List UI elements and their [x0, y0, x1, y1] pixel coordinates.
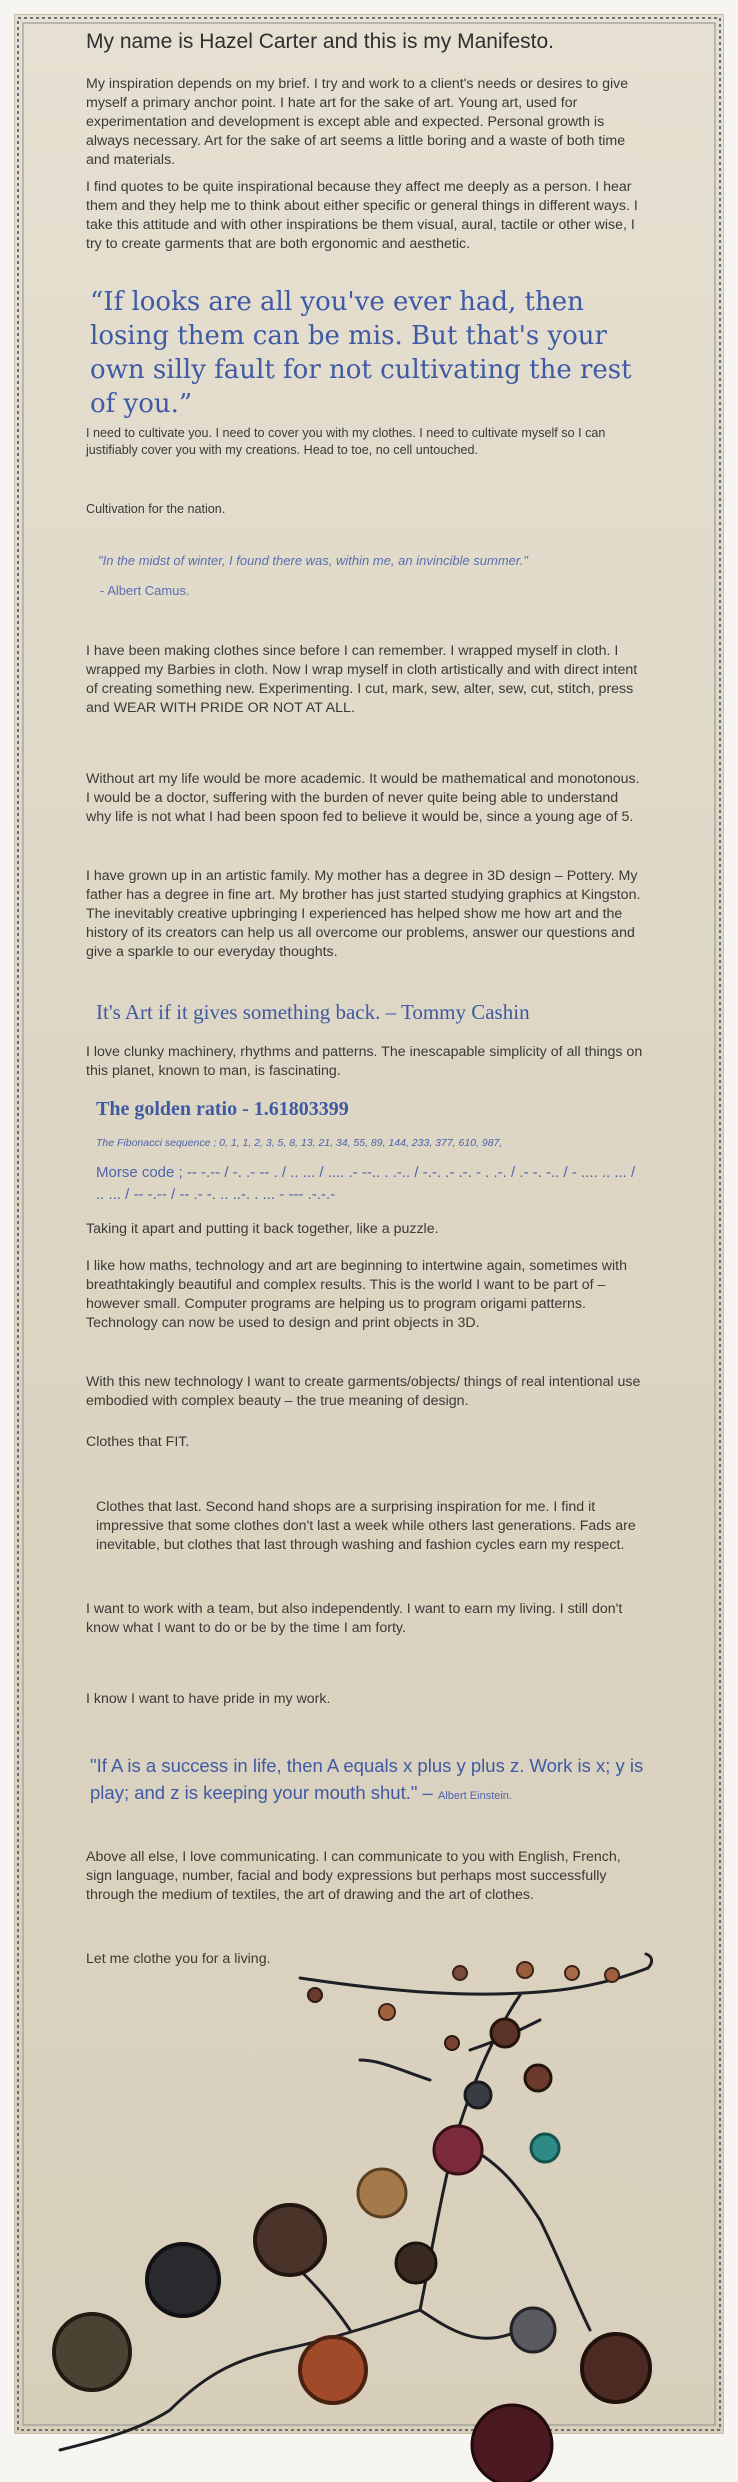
paragraph-nation: Cultivation for the nation.	[86, 502, 226, 516]
quote-einstein	[90, 1752, 660, 1810]
paragraph-pride: I know I want to have pride in my work.	[86, 1691, 331, 1707]
paragraph-new-technology: With this new technology I want to create garments/objects/ things of real intentional use embodied with complex beauty – the true meaning of design.	[86, 1374, 641, 1409]
paragraph-communicating: Above all else, I love communicating. I can communicate to you with English, French, sign language, number, facial and body expressions but perhaps most successfully through the medium of textiles, the art of drawing and the art of clothes.	[86, 1849, 621, 1903]
paragraph-team: I want to work with a team, but also independently. I want to earn my living. I still don't know what I want to do or be by the time I am forty.	[86, 1601, 623, 1636]
paragraph-inspiration: My inspiration depends on my brief. I try and work to a client's needs or desires to give myself a primary anchor point. I hate art for the sake of art. Young art, used for experimentation and development is except able and expected. Personal growth is always necessary. Art for the sake of art seems a little boring and a waste of both time and materials.	[86, 76, 629, 168]
author-einstein: Albert Einstein.	[438, 1790, 512, 1802]
manifesto-title: My name is Hazel Carter and this is my Manifesto.	[86, 30, 554, 53]
paragraph-machinery: I love clunky machinery, rhythms and patterns. The inescapable simplicity of all things on this planet, known to man, is fascinating.	[86, 1044, 643, 1079]
paragraph-technology: I like how maths, technology and art are beginning to intertwine again, sometimes with breathtakingly beautiful and complex results. This is the world I want to be part of – however small. Computer programs are helping us to program origami patterns. Technology can now be used to design and print objects in 3D.	[86, 1258, 627, 1331]
paragraph-clothes-fit: Clothes that FIT.	[86, 1434, 190, 1450]
quote-cultivation: “If looks are all you've ever had, then losing them can be mis. But that's your own silly fault for not cultivating the rest of you.”	[90, 287, 632, 419]
author-camus: - Albert Camus.	[100, 583, 190, 598]
quote-camus: "In the midst of winter, I found there was, within me, an invincible summer."	[98, 553, 528, 568]
paragraph-clothes-last: Clothes that last. Second hand shops are a surprising inspiration for me. I find it impressive that some clothes don't last a week while others last generations. Fads are inevitable, but clothes that last through washing and fashion cycles earn my respect.	[96, 1499, 636, 1553]
paragraph-cultivate: I need to cultivate you. I need to cover you with my clothes. I need to cultivate myself so I can justifiably cover you with my creations. Head to toe, no cell untouched.	[86, 426, 606, 457]
paragraph-quotes: I find quotes to be quite inspirational because they affect me deeply as a person. I hear them and they help me to think about either specific or general things in different ways. I take this attitude and with other inspirations be them visual, aural, tactile or other wise, I try to create garments that are both ergonomic and aesthetic.	[86, 179, 638, 252]
paragraph-making-clothes: I have been making clothes since before I can remember. I wrapped myself in cloth. I wrapped my Barbies in cloth. Now I wrap myself in cloth artistically and with direct intent of creating something new. Experimenting. I cut, mark, sew, alter, sew, cut, stitch, press and WEAR WITH PRIDE OR NOT AT ALL.	[86, 643, 638, 716]
golden-ratio: The golden ratio - 1.61803399	[96, 1098, 349, 1120]
paragraph-without-art: Without art my life would be more academic. It would be mathematical and monotonous. I would be a doctor, suffering with the burden of never quite being able to understand why life is not what I had been spoon fed to believe it would be, since a young age of 5.	[86, 771, 640, 825]
quote-cashin: It's Art if it gives something back. – Tommy Cashin	[96, 1000, 530, 1024]
paragraph-puzzle: Taking it apart and putting it back together, like a puzzle.	[86, 1221, 439, 1237]
einstein-quote-text: "If A is a success in life, then A equals x plus y plus z. Work is x; y is play; and z is keeping your mouth shut." –	[90, 1755, 644, 1803]
morse-code: Morse code ; -- -.-- / -. .- -- . / .. ... / .... .- --.. . .-.. / -.-. .- .-. - . .-. / .- -. -.. / - .... .. ... / .. ... / -- -.-- / -- .- -. .. ..-. . ... - --- .-.-.-	[96, 1164, 636, 1203]
paragraph-clothe-you: Let me clothe you for a living.	[86, 1951, 271, 1967]
paragraph-family: I have grown up in an artistic family. My mother has a degree in 3D design – Pottery. My father has a degree in fine art. My brother has just started studying graphics at Kingston. The inevitably creative upbringing I experienced has helped show me how art and the history of its creators can help us all overcome our problems, answer our questions and give a sparkle to our everyday thoughts.	[86, 868, 641, 960]
fibonacci-sequence: The Fibonacci sequence ; 0, 1, 1, 2, 3, 5, 8, 13, 21, 34, 55, 89, 144, 233, 377, 610, 987,	[96, 1137, 503, 1149]
